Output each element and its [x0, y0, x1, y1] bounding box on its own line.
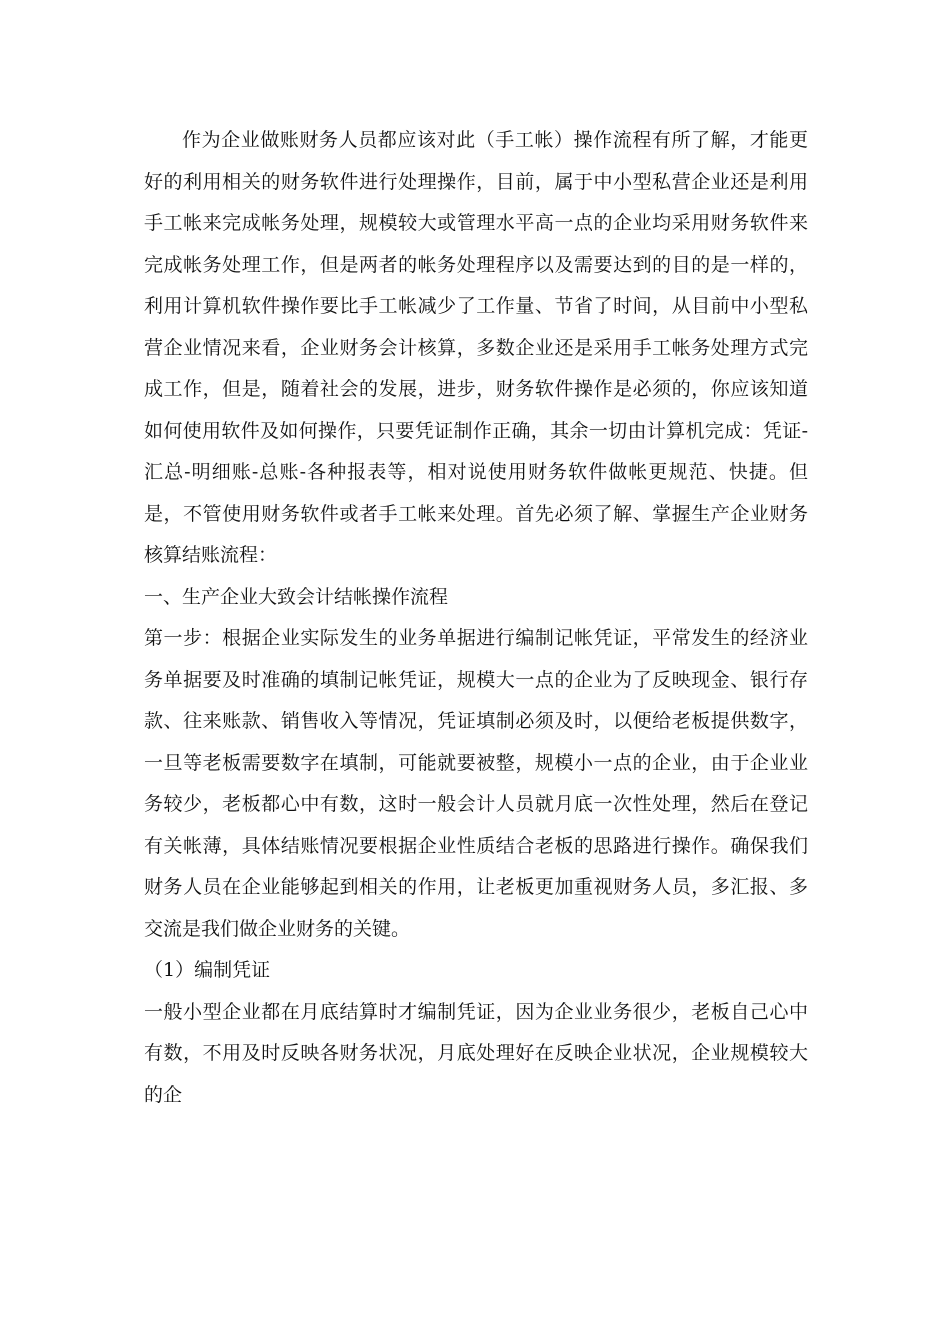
subsection-heading: （1）编制凭证	[144, 959, 271, 981]
section-heading: 一、生产企业大致会计结帐操作流程	[144, 585, 449, 608]
step-one-paragraph: 第一步：根据企业实际发生的业务单据进行编制记帐凭证，平常发生的经济业务单据要及时准确的填制记帐凭证，规模大一点的企业为了反映现金、银行存款、往来账款、销售收入等情况，凭证填制必须及时，以便给老板提供数字，一旦等老板需要数字在填制，可能就要被整，规模小一点的企业，由于企业业务较少，老板都心中有数，这时一般会计人员就月底一次性处理，然后在登记有关帐薄，具体结账情况要根据企业性质结合老板的思路进行操作。确保我们财务人员在企业能够起到相关的作用，让老板更加重视财务人员，多汇报、多交流是我们做企业财务的关键。	[144, 627, 808, 940]
intro-paragraph: 作为企业做账财务人员都应该对此（手工帐）操作流程有所了解，才能更好的利用相关的财务软件进行处理操作，目前，属于中小型私营企业还是利用手工帐来完成帐务处理，规模较大或管理水平高一点的企业均采用财务软件来完成帐务处理工作，但是两者的帐务处理程序以及需要达到的目的是一样的，利用计算机软件操作要比手工帐减少了工作量、节省了时间，从目前中小型私营企业情况来看，企业财务会计核算，多数企业还是采用手工帐务处理方式完成工作，但是，随着社会的发展，进步，财务软件操作是必须的，你应该知道如何使用软件及如何操作，只要凭证制作正确，其余一切由计算机完成：凭证-汇总-明细账-总账-各种报表等，相对说使用财务软件做帐更规范、快捷。但是，不管使用财务软件或者手工帐来处理。首先必须了解、掌握生产企业财务核算结账流程：	[144, 129, 808, 566]
document-body	[144, 120, 808, 1116]
voucher-paragraph: 一般小型企业都在月底结算时才编制凭证，因为企业业务很少，老板自己心中有数，不用及时反映各财务状况，月底处理好在反映企业状况，企业规模较大的企	[144, 1000, 808, 1106]
